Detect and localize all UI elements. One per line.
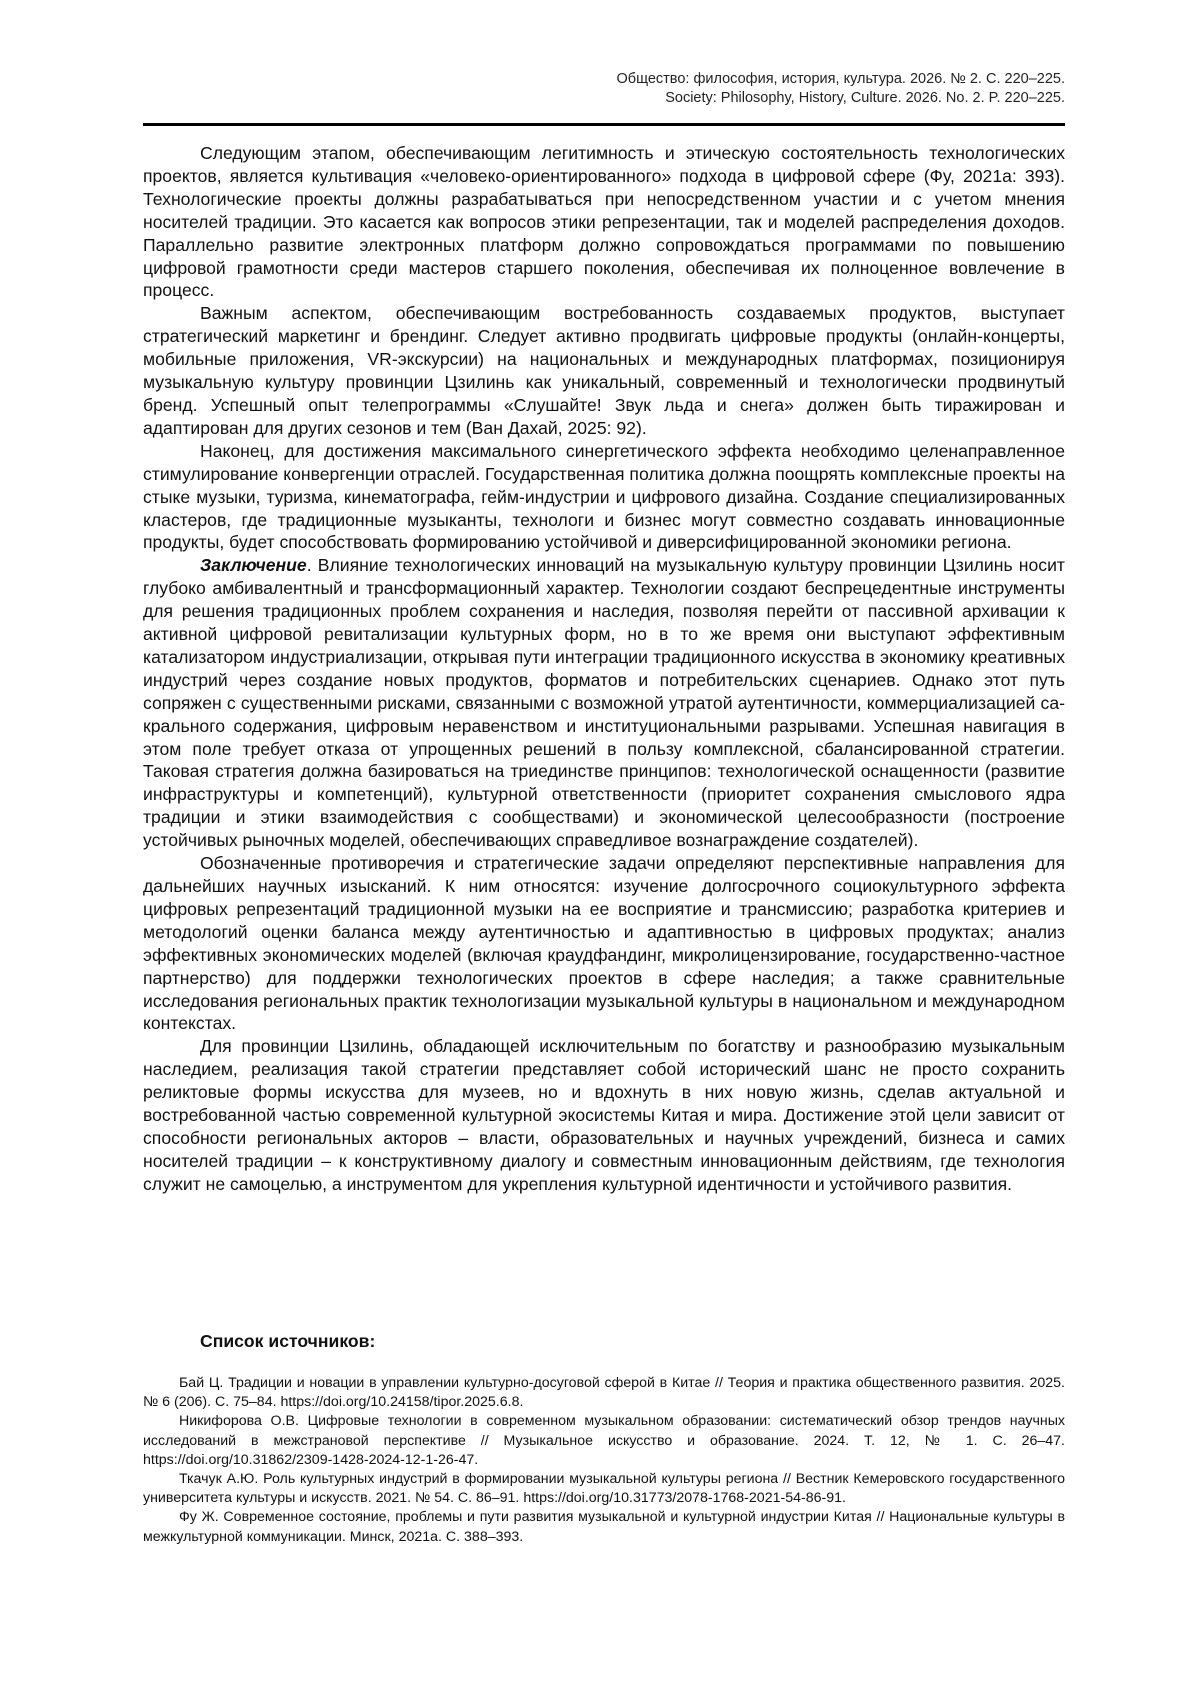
references-title: Список источников: bbox=[200, 1331, 376, 1351]
references-list bbox=[143, 1374, 1065, 1547]
reference-item: Никифорова О.В. Цифровые технологии в современном музыкальном образовании: систематический обзор трендов научных исследований в межстрановой перспективе // Музыкальное искусство и образование. 2024. Т. 12, № 1. С. 26–47. https://doi.org/10.31862/2309-1428-2024-12-1-26-47. bbox=[143, 1413, 1065, 1468]
header-en: Society: Philosophy, History, Culture. 2026. No. 2. P. 220–225. bbox=[665, 90, 1065, 106]
reference-item: Ткачук А.Ю. Роль культурных индустрий в формировании музыкальной культуры региона // Вестник Кемеровского государственного университета культуры и искусств. 2021. № 54. С. 86–91. https://doi.org/10.31773/2078-1768-2021-54-86-91. bbox=[143, 1471, 1065, 1507]
paragraph: Следующим этапом, обеспечивающим легитимность и этическую состоятельность технологических проектов, является культивация «человеко-ориентированного» подхода в цифровой сфере (Фу, 2021a: 393). Технологические проекты должны разрабатываться при непосредственном участии и с учетом мнения носителей традиции. Это касается как вопросов этики репрезентации, так и моделей распределения доходов. Параллельно развитие электронных платформ должно сопровождаться программами по повышению цифровой грамотности среди мастеров старшего поколения, обеспечивая их полноценное вовлечение в процесс. bbox=[143, 143, 1065, 301]
header-ru: Общество: философия, история, культура. 2026. № 2. С. 220–225. bbox=[616, 71, 1065, 87]
conclusion-text: . Влияние технологических инноваций на музыкальную культуру провинции Цзилинь носит глубоко амбивалентный и трансформационный характер. Технологии создают беспрецедентные инструменты для решения традиционных проблем сохранения и наследия, позволяя перейти от пассивной архивации к активной цифровой ревитализации культурных форм, но в то же время они выступают эффективным катализатором индустриализации, открывая пути интеграции традиционного искусства в экономику креативных индустрий через создание новых продуктов, форматов и потребительских сценариев. Однако этот путь сопряжен с существенными рисками, связанными с возможной утратой аутентичности, коммерциализацией сакрального содержания, цифровым неравенством и институциональными разрывами. Успешная навигация в этом поле требует отказа от упрощенных решений в пользу комплексной, сбалансированной стратегии. Таковая стратегия должна базироваться на триединстве принципов: технологической оснащенности (развитие инфраструктуры и компетенций), культурной ответственности (приоритет сохранения смыслового ядра традиции и этики взаимодействия с сообществами) и экономической целесообразности (построение устойчивых рыночных моделей, обеспечивающих справедливое вознаграждение создателей). bbox=[143, 555, 1065, 851]
reference-item: Бай Ц. Традиции и новации в управлении культурно-досуговой сферой в Китае // Теория и практика общественного развития. 2025. № 6 (206). С. 75–84. https://doi.org/10.24158/tipor.2025.6.8. bbox=[143, 1375, 1065, 1411]
conclusion-paragraph bbox=[143, 554, 1065, 852]
conclusion-heading: Заключение bbox=[200, 555, 307, 576]
paragraph: Обозначенные противоречия и стратегические задачи определяют перспективные направления для дальнейших научных изысканий. К ним относятся: изучение долгосрочного социокультурного эффекта цифровых репрезентаций традиционной музыки на ее восприятие и трансмиссию; разработка критериев и методологий оценки баланса между аутентичностью и адаптивностью в цифровых продуктах; анализ эффективных экономических моделей (включая краудфандинг, микролицензирование, государственно-частное партнерство) для поддержки технологических проектов в сфере наследия; а также сравнительные исследования региональных практик технологизации музыкальной культуры в национальном и международном контекстах. bbox=[143, 853, 1065, 1034]
header-divider bbox=[143, 123, 1065, 126]
article-body bbox=[143, 142, 1065, 1196]
paragraph: Важным аспектом, обеспечивающим востребованность создаваемых продуктов, выступает стратегический маркетинг и брендинг. Следует активно продвигать цифровые продукты (онлайн-концерты, мобильные приложения, VR-экскурсии) на национальных и международных платформах, позиционируя музыкальную культуру провинции Цзилинь как уникальный, современный и технологически продвинутый бренд. Успешный опыт телепрограммы «Слушайте! Звук льда и снега» должен быть тиражирован и адаптирован для других сезонов и тем (Ван Дахай, 2025: 92). bbox=[143, 303, 1065, 438]
paragraph: Для провинции Цзилинь, обладающей исключительным по богатству и разнообразию музыкальным наследием, реализация такой стратегии представляет собой исторический шанс не просто сохранить реликтовые формы искусства для музеев, но и вдохнуть в них новую жизнь, сделав актуальной и востребованной частью современной культурной экосистемы Китая и мира. Достижение этой цели зависит от способности региональных акторов – власти, образовательных и научных учреждений, бизнеса и самих носителей традиции – к конструктивному диалогу и совместным инновационным действиям, где технология служит не самоцелью, а инструментом для укрепления культурной идентичности и устойчивого развития. bbox=[143, 1036, 1065, 1194]
reference-item: Фу Ж. Современное состояние, проблемы и пути развития музыкальной и культурной индустрии Китая // Национальные культуры в межкультурной коммуникации. Минск, 2021а. С. 388–393. bbox=[143, 1509, 1065, 1545]
paragraph: Наконец, для достижения максимального синергетического эффекта необходимо целенаправленное стимулирование конвергенции отраслей. Государственная политика должна поощрять комплексные проекты на стыке музыки, туризма, кинематографа, гейм-индустрии и цифрового дизайна. Создание специализированных кластеров, где традиционные музыканты, технологи и бизнес могут совместно создавать инновационные продукты, будет способствовать формированию устойчивой и диверсифицированной экономики региона. bbox=[143, 440, 1065, 553]
running-header bbox=[143, 70, 1065, 108]
